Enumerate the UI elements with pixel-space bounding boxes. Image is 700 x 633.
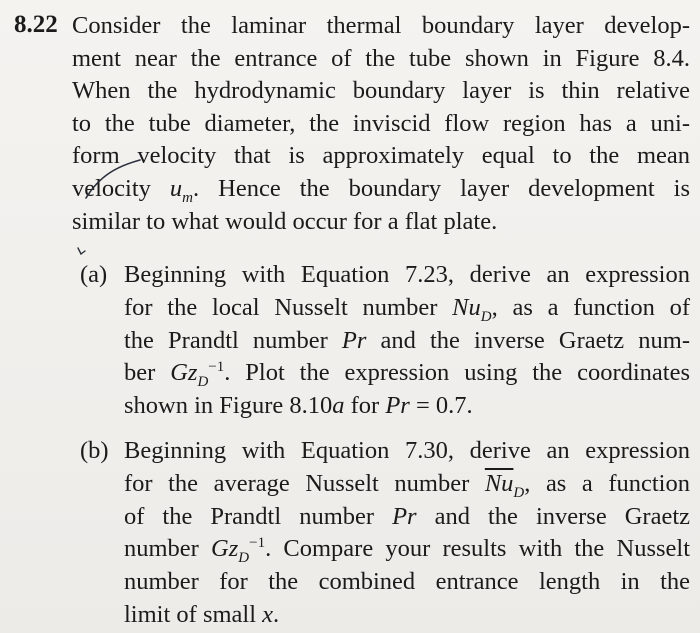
part-b-label: (b)	[80, 437, 109, 464]
part-b-line-4-text-a: number	[124, 535, 212, 563]
part-b-line-4	[124, 533, 690, 566]
part-a-body	[124, 259, 690, 423]
part-b-line-5: number for the combined entrance length in the	[124, 568, 690, 596]
mean-velocity-subscript: m	[182, 189, 194, 206]
part-b-line-3	[124, 501, 690, 534]
intro-line-5: form velocity that is approximately equal to the mean	[72, 142, 690, 170]
intro-line-7: similar to what would occur for a flat plate.	[72, 207, 498, 235]
part-b-line-3-text-a: of the Prandtl number	[124, 502, 393, 530]
graetz-subscript-a: D	[197, 374, 209, 391]
intro-line-4: to the tube diameter, the inviscid flow region has a uni-	[72, 109, 690, 137]
problem-statement	[72, 10, 690, 238]
part-b-line-1: Beginning with Equation 7.30, derive an expression	[124, 437, 690, 464]
part-a-line-5-text-b: for	[344, 392, 386, 420]
prandtl-symbol-b: Pr	[392, 502, 417, 530]
part-a-line-3	[124, 325, 690, 358]
prandtl-symbol-a2: Pr	[385, 392, 410, 420]
part-b-line-2-text-a: for the average Nusselt number	[124, 469, 485, 497]
graetz-superscript-a: −1	[208, 359, 225, 376]
part-a-line-3-text-b: and the inverse Graetz num-	[366, 326, 690, 354]
part-a-line-4	[124, 357, 690, 390]
part-a-line-1: Beginning with Equation 7.23, derive an expression	[124, 261, 690, 288]
part-b-body	[124, 435, 690, 632]
average-nusselt-symbol: $\overline{Nu}$	[484, 469, 514, 497]
prandtl-symbol-a: Pr	[341, 326, 367, 354]
part-b-line-6-text-b: .	[273, 600, 280, 628]
local-nusselt-symbol: Nu	[452, 293, 481, 321]
intro-line-1: Consider the laminar thermal boundary layer develop-	[72, 12, 690, 39]
graetz-subscript-b: D	[238, 550, 250, 567]
local-nusselt-subscript: D	[480, 308, 492, 325]
part-a-line-5-text-c: = 0.7.	[409, 392, 473, 420]
intro-line-2: ment near the entrance of the tube shown in Figure 8.4.	[72, 44, 690, 72]
part-a-line-4-text-b: . Plot the expression using the coordinates	[224, 359, 690, 387]
position-symbol: x	[262, 600, 274, 628]
intro-line-6-text-a: velocity	[72, 174, 170, 202]
part-a-line-2-text-b: , as a function of	[491, 293, 690, 321]
figure-letter: a	[332, 392, 345, 420]
average-nusselt-subscript: D	[513, 484, 525, 501]
part-a-line-2	[124, 292, 690, 325]
graetz-symbol-b: Gz	[211, 535, 239, 563]
part-a-line-3-text-a: the Prandtl number	[124, 326, 342, 354]
part-b-line-2	[124, 468, 690, 501]
graetz-superscript-b: −1	[249, 535, 266, 552]
part-b-line-2-text-b: , as a function	[524, 469, 690, 497]
intro-line-3: When the hydrodynamic boundary layer is thin relative	[72, 77, 690, 105]
problem-number: 8.22	[14, 11, 58, 38]
part-b-line-3-text-b: and the inverse Graetz	[416, 502, 690, 530]
part-a-line-5-text-a: shown in Figure 8.10	[124, 392, 333, 420]
intro-line-6	[72, 173, 690, 206]
part-a-line-2-text-a: for the local Nusselt number	[124, 293, 453, 321]
part-b-line-6-text-a: limit of small	[124, 600, 263, 628]
part-b-line-4-text-b: . Compare your results with the Nusselt	[265, 535, 690, 563]
part-a-line-5	[124, 390, 690, 423]
intro-line-6-text-b: . Hence the boundary layer development is	[193, 174, 690, 202]
part-a-label: (a)	[80, 261, 108, 288]
graetz-symbol-a: Gz	[170, 359, 198, 387]
mean-velocity-symbol: u	[169, 174, 183, 202]
part-a-line-4-text-a: ber	[124, 359, 171, 387]
part-b-line-6	[124, 599, 690, 632]
